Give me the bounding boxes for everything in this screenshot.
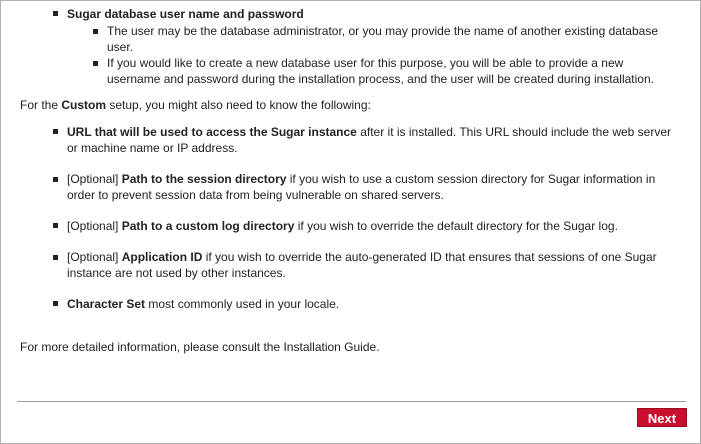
db-user-note-1: The user may be the database administrator, or you may provide the name of another existing database user. xyxy=(107,24,658,54)
item-application-id: [Optional] Application ID if you wish to override the auto-generated ID that ensures that sessions of one Sugar instance are not used by other instances. xyxy=(67,250,657,280)
bullet-square xyxy=(53,129,58,134)
sub-bullet-square xyxy=(93,29,98,34)
bullet-square xyxy=(53,301,58,306)
bullet-square xyxy=(53,11,58,16)
item-session-dir: [Optional] Path to the session directory if you wish to use a custom session directory for Sugar information in order to prevent session data from being vulnerable on shared servers. xyxy=(67,172,656,202)
sub-bullet-square xyxy=(93,61,98,66)
item-log-dir: [Optional] Path to a custom log directory if you wish to override the default directory for the Sugar log. xyxy=(67,219,618,233)
item-character-set: Character Set most commonly used in your locale. xyxy=(67,297,340,311)
more-info-note: For more detailed information, please consult the Installation Guide. xyxy=(20,340,380,354)
bullet-square xyxy=(53,255,58,260)
item-url: URL that will be used to access the Sugar instance after it is installed. This URL should include the web server or machine name or IP address. xyxy=(67,125,672,155)
custom-setup-intro: For the Custom setup, you might also need to know the following: xyxy=(20,98,371,112)
next-button[interactable]: Next xyxy=(637,408,687,427)
db-user-note-2: If you would like to create a new database user for this purpose, you will be able to provide a new username and password during the installation process, and the user will be created during installation. xyxy=(107,56,654,86)
db-user-title: Sugar database user name and password xyxy=(67,7,304,21)
bullet-square xyxy=(53,177,58,182)
footer-divider xyxy=(17,401,686,402)
bullet-square xyxy=(53,223,58,228)
